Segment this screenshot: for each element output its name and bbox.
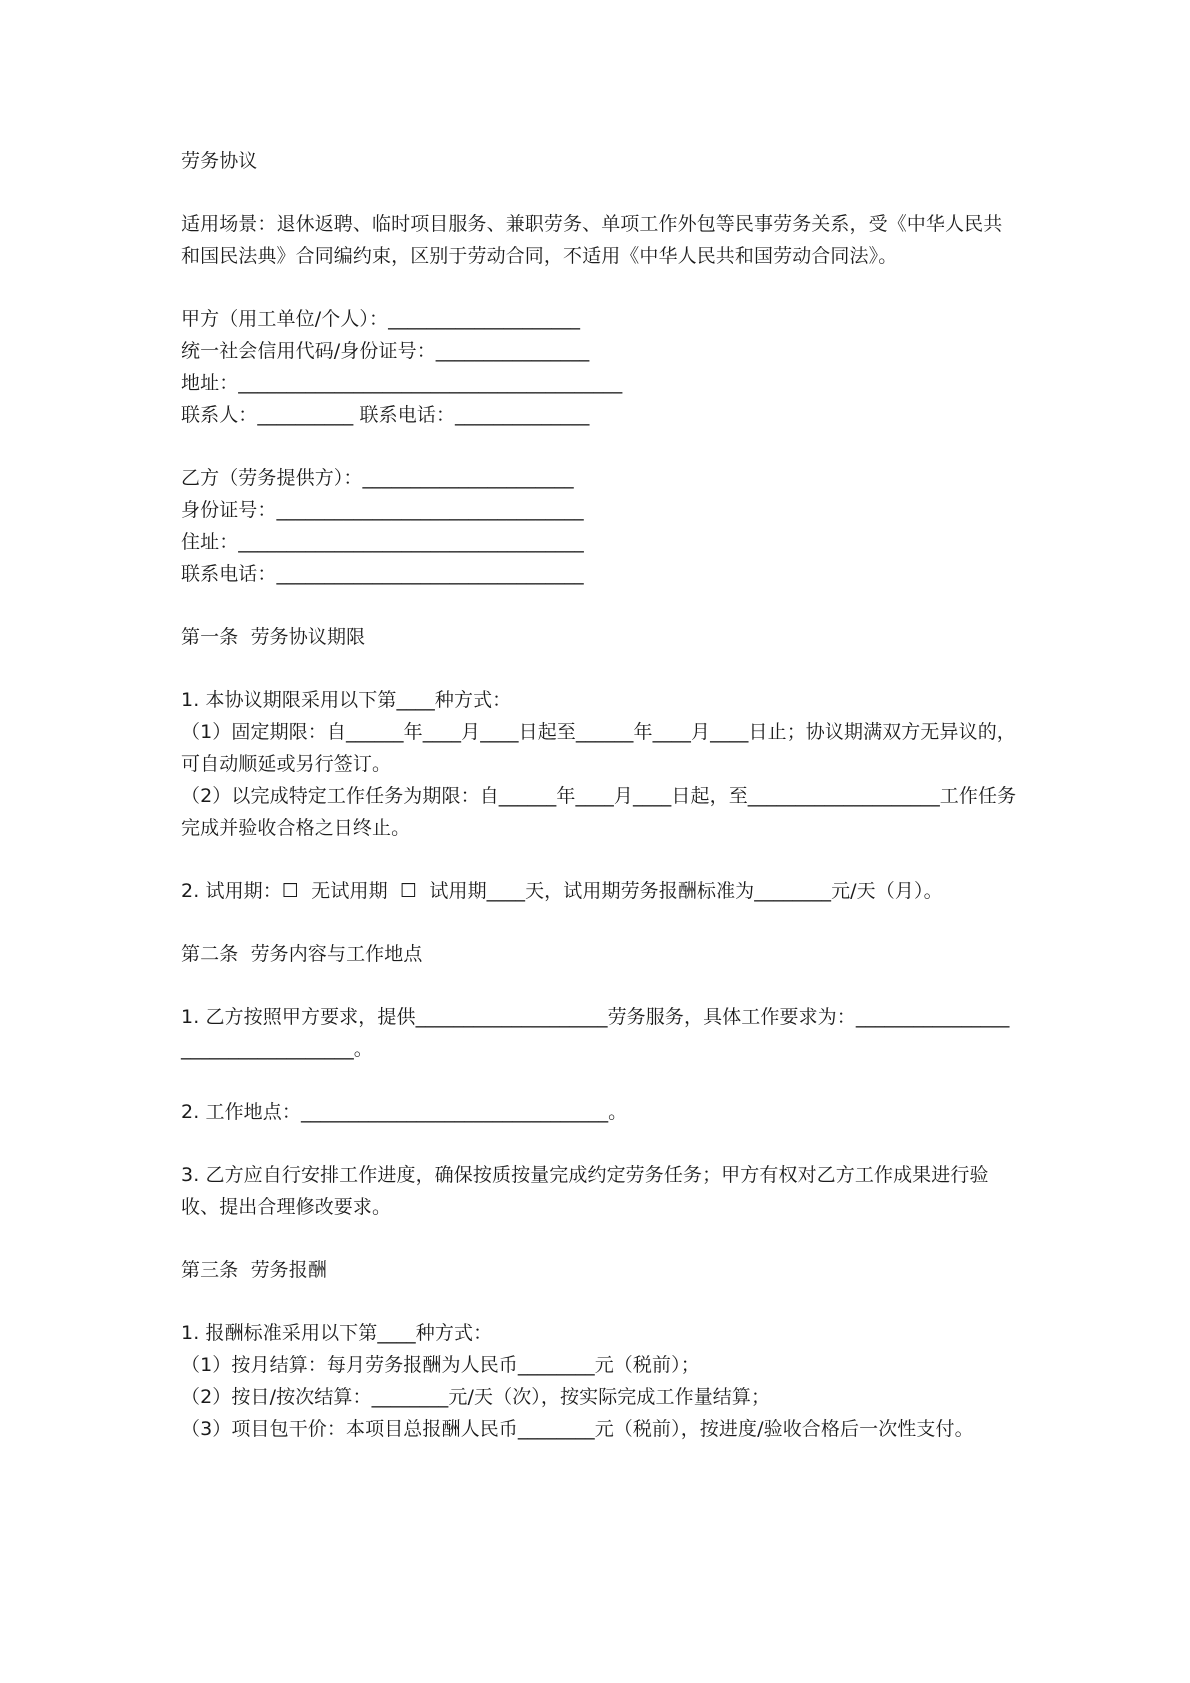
spacer [181,272,1017,303]
spacer [181,1128,1017,1159]
article-1-item-1-intro: 1. 本协议期限采用以下第____种方式： [181,689,512,711]
spacer [181,590,1017,621]
party-a-contact-line: 联系人：__________ 联系电话：______________ [181,404,590,426]
contract-document [181,145,1017,1445]
party-b-name-line: 乙方（劳务提供方）：______________________ [181,467,574,489]
article-3-heading: 第三条 劳务报酬 [181,1259,327,1281]
article-1-probation-item: 2. 试用期：☐ 无试用期 ☐ 试用期____天，试用期劳务报酬标准为________元/天（月）。 [181,880,943,902]
article-2-item-2: 2. 工作地点：________________________________。 [181,1101,628,1123]
article-1-item-1 [181,684,1017,844]
spacer [181,177,1017,208]
article-3-option-lump-sum: （3）项目包干价：本项目总报酬人民币________元（税前），按进度/验收合格后一次性支付。 [181,1418,974,1440]
article-2-item-1: 1. 乙方按照甲方要求，提供____________________劳务服务，具体工作要求为：__________________________________。 [181,1006,1010,1060]
party-b-phone-line: 联系电话：________________________________ [181,563,584,585]
spacer [181,844,1017,875]
party-a-credit-code-line: 统一社会信用代码/身份证号：________________ [181,340,590,362]
spacer [181,653,1017,684]
party-a-address-line: 地址：________________________________________ [181,372,623,394]
article-3-item-1 [181,1317,1017,1445]
party-a-name-line: 甲方（用工单位/个人）：____________________ [181,308,581,330]
spacer [181,907,1017,938]
spacer [181,1065,1017,1096]
article-3-option-monthly: （1）按月结算：每月劳务报酬为人民币________元（税前）； [181,1354,700,1376]
party-b-block [181,462,1017,590]
party-b-address-line: 住址：____________________________________ [181,531,584,553]
spacer [181,970,1017,1001]
article-2-heading: 第二条 劳务内容与工作地点 [181,943,423,965]
article-2-item-3: 3. 乙方应自行安排工作进度，确保按质按量完成约定劳务任务；甲方有权对乙方工作成果进行验收、提出合理修改要求。 [181,1164,989,1218]
article-1-heading: 第一条 劳务协议期限 [181,626,366,648]
spacer [181,1286,1017,1317]
scope-paragraph: 适用场景：退休返聘、临时项目服务、兼职劳务、单项工作外包等民事劳务关系，受《中华人民共和国民法典》合同编约束，区别于劳动合同，不适用《中华人民共和国劳动合同法》。 [181,213,1003,267]
document-title: 劳务协议 [181,150,258,172]
article-3-option-daily: （2）按日/按次结算：________元/天（次），按实际完成工作量结算； [181,1386,771,1408]
party-a-block [181,303,1017,431]
spacer [181,431,1017,462]
spacer [181,1223,1017,1254]
article-1-option-fixed-term: （1）固定期限：自______年____月____日起至______年____月____日止；协议期满双方无异议的，可自动顺延或另行签订。 [181,721,1016,775]
party-b-id-line: 身份证号：________________________________ [181,499,584,521]
article-1-option-task-term: （2）以完成特定工作任务为期限：自______年____月____日起，至____________________工作任务完成并验收合格之日终止。 [181,785,1017,839]
article-3-item-1-intro: 1. 报酬标准采用以下第____种方式： [181,1322,493,1344]
